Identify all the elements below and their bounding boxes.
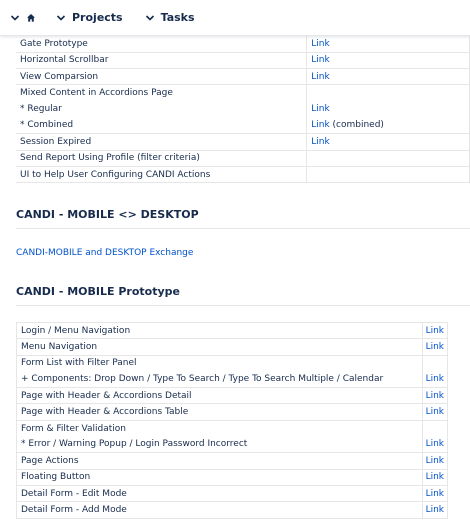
table-row [17,453,448,469]
row-label: Login / Menu Navigation [17,323,423,339]
row-label: Session Expired [16,134,307,150]
row-link-note: (combined) [329,120,384,131]
nav-projects[interactable] [56,11,123,24]
row-link-cell [307,117,470,133]
home-nav-item[interactable] [26,13,36,23]
row-link[interactable]: Link [311,120,330,131]
nav-tasks[interactable] [145,11,195,24]
row-label: Form & Filter Validation [17,420,423,436]
row-link[interactable]: Link [425,374,444,385]
home-icon [26,13,36,23]
table-row [16,150,470,166]
row-link-cell [422,371,447,387]
nav-projects-label: Projects [72,11,123,24]
nav-tasks-label: Tasks [160,11,195,24]
row-link-cell [422,502,447,518]
chevron-down-icon [56,13,66,23]
row-link-cell [422,404,447,420]
row-link-cell [307,52,470,68]
table-row [16,69,470,85]
row-link[interactable]: Link [425,341,444,352]
divider [16,228,470,229]
table-row [16,134,470,150]
section-heading-mobile-desktop: CANDI - MOBILE <> DESKTOP [16,208,199,221]
row-label: Menu Navigation [17,339,423,355]
row-label: UI to Help User Configuring CANDI Actions [16,166,307,182]
prototype-table [16,36,470,183]
row-link-cell [307,166,470,182]
row-label: View Comparsion [16,69,307,85]
top-navigation-bar [0,0,470,36]
table-row [17,502,448,518]
row-link-cell [422,485,447,501]
row-link-cell [307,150,470,166]
table-row [17,437,448,453]
divider [16,305,470,306]
row-label: Floating Button [17,469,423,485]
table-row [16,101,470,117]
table-row [16,117,470,133]
row-link[interactable]: Link [425,504,444,515]
row-label: Send Report Using Profile (filter criteria) [16,150,307,166]
row-link-cell [307,85,470,101]
row-link-cell [422,323,447,339]
row-label: * Combined [16,117,307,133]
table-row [17,420,448,436]
row-link[interactable]: Link [311,136,330,147]
row-link[interactable]: Link [425,488,444,499]
row-label: Mixed Content in Accordions Page [16,85,307,101]
row-link-cell [422,388,447,404]
chevron-down-icon[interactable] [10,13,20,23]
row-link-cell [422,420,447,436]
row-link-cell [422,339,447,355]
table-row [16,85,470,101]
row-link[interactable]: Link [425,456,444,467]
row-link-cell [307,101,470,117]
row-link[interactable]: Link [425,390,444,401]
table-row [17,339,448,355]
row-label: Page with Header & Accordions Table [17,404,423,420]
row-link-cell [307,134,470,150]
table-row [17,404,448,420]
row-label: Detail Form - Edit Mode [17,485,423,501]
row-label: * Regular [16,101,307,117]
row-link[interactable]: Link [311,104,330,115]
row-label: Page with Header & Accordions Detail [17,388,423,404]
row-link[interactable]: Link [311,38,330,49]
section-heading-mobile-prototype: CANDI - MOBILE Prototype [16,285,180,298]
row-link[interactable]: Link [425,439,444,450]
row-label: Page Actions [17,453,423,469]
row-link-cell [422,469,447,485]
table-row [17,355,448,371]
row-link-cell [422,355,447,371]
row-label: Horizontal Scrollbar [16,52,307,68]
row-label: Detail Form - Add Mode [17,502,423,518]
row-link[interactable]: Link [311,55,330,66]
row-label: * Error / Warning Popup / Login Password Incorrect [17,437,423,453]
table-row [16,166,470,182]
row-label: + Components: Drop Down / Type To Search / Type To Search Multiple / Calendar [17,371,423,387]
row-link-cell [307,69,470,85]
table-row [17,371,448,387]
row-link[interactable]: Link [425,325,444,336]
table-row [17,323,448,339]
row-link[interactable]: Link [425,407,444,418]
mobile-desktop-exchange-link[interactable]: CANDI-MOBILE and DESKTOP Exchange [16,248,194,258]
row-link-cell [422,453,447,469]
row-label: Form List with Filter Panel [17,355,423,371]
mobile-prototype-table [16,322,448,519]
row-link-cell [307,36,470,52]
row-link[interactable]: Link [311,71,330,82]
table-row [16,36,470,52]
row-label: Gate Prototype [16,36,307,52]
table-row [16,52,470,68]
table-row [17,388,448,404]
table-row [17,485,448,501]
row-link-cell [422,437,447,453]
chevron-down-icon [145,13,155,23]
row-link[interactable]: Link [425,472,444,483]
table-row [17,469,448,485]
